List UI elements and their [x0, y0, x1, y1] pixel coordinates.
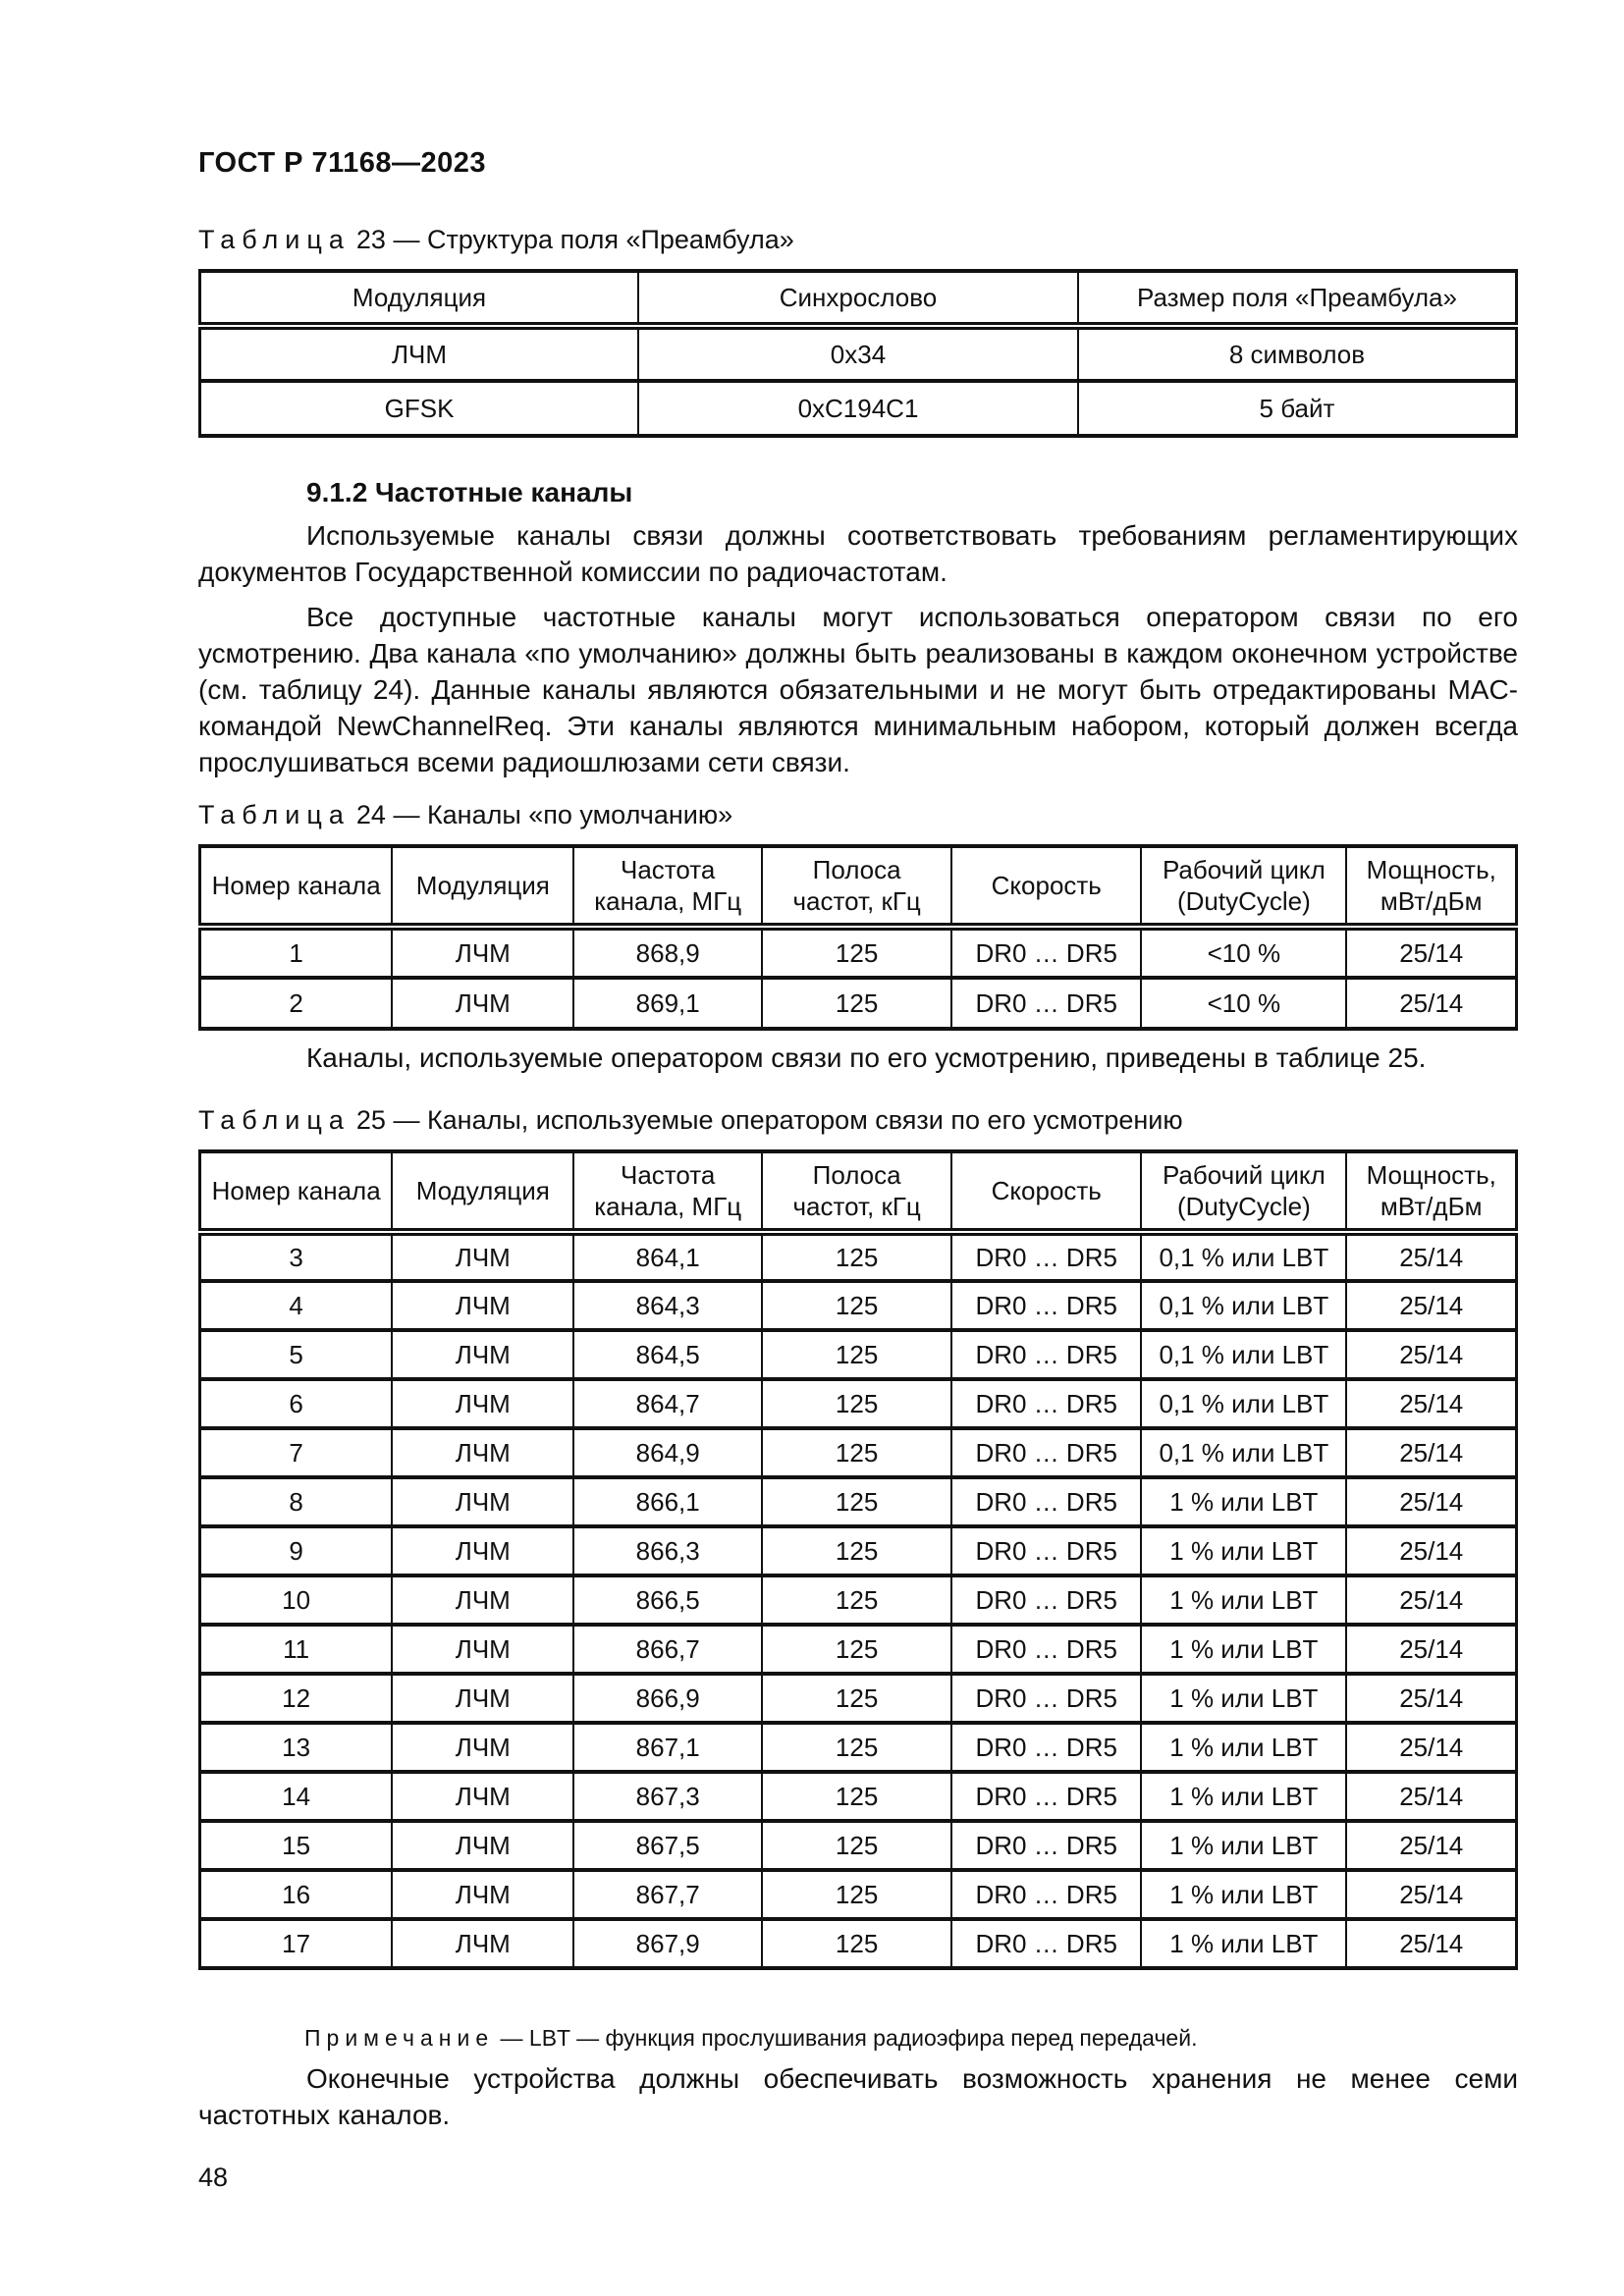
table-preamble-structure — [198, 269, 1518, 438]
table-cell: 125 — [762, 1772, 951, 1821]
table-cell: ЛЧМ — [200, 326, 639, 381]
table-row — [200, 1674, 1517, 1723]
table-cell: 25/14 — [1346, 1674, 1516, 1723]
table-cell: ЛЧМ — [392, 1281, 573, 1330]
table-cell: 867,7 — [573, 1870, 762, 1919]
column-header: Полоса частот, кГц — [762, 846, 951, 927]
caption-number: 24 — [355, 800, 386, 829]
table-cell: 125 — [762, 978, 951, 1029]
table-cell: <10 % — [1141, 927, 1346, 978]
table-row — [200, 1870, 1517, 1919]
table-cell: 125 — [762, 1281, 951, 1330]
table-cell: 1 % или LBT — [1141, 1919, 1346, 1968]
table-cell: 0,1 % или LBT — [1141, 1232, 1346, 1281]
table-cell: 25/14 — [1346, 1919, 1516, 1968]
table-cell: DR0 … DR5 — [951, 1379, 1141, 1428]
paragraph: Каналы, используемые оператором связи по его усмотрению, приведены в таблице 25. — [306, 1042, 1427, 1073]
table-cell: 7 — [200, 1428, 393, 1477]
table-cell: 8 — [200, 1477, 393, 1526]
table-row — [200, 1625, 1517, 1674]
table-cell: 11 — [200, 1625, 393, 1674]
caption-title: — Структура поля «Преамбула» — [393, 225, 794, 254]
table-row — [200, 1330, 1517, 1379]
caption-number: 25 — [355, 1105, 386, 1135]
table-cell: 1 % или LBT — [1141, 1821, 1346, 1870]
table-cell: ЛЧМ — [392, 1772, 573, 1821]
table-row — [200, 326, 1517, 381]
table-cell: 867,9 — [573, 1919, 762, 1968]
table-cell: 866,5 — [573, 1575, 762, 1625]
table-cell: 25/14 — [1346, 1428, 1516, 1477]
table-cell: 25/14 — [1346, 1821, 1516, 1870]
table-cell: 866,9 — [573, 1674, 762, 1723]
table-row — [200, 1379, 1517, 1428]
table-cell: 25/14 — [1346, 1723, 1516, 1772]
column-header: Синхрослово — [638, 271, 1078, 326]
table-cell: DR0 … DR5 — [951, 1575, 1141, 1625]
table-cell: 125 — [762, 1526, 951, 1575]
table-cell: 125 — [762, 1330, 951, 1379]
table-cell: ЛЧМ — [392, 1526, 573, 1575]
table-cell: 125 — [762, 1428, 951, 1477]
table-24-caption — [198, 800, 1518, 830]
table-cell: 25/14 — [1346, 1772, 1516, 1821]
table-cell: 25/14 — [1346, 978, 1516, 1029]
table-cell: DR0 … DR5 — [951, 1870, 1141, 1919]
caption-title: — Каналы «по умолчанию» — [393, 800, 733, 829]
paragraph: Все доступные частотные каналы могут использоваться оператором связи по его усмотрению. Два канала «по умолчанию» должны быть реализованы в каждом оконечном устройстве (см. таблицу 24). Данные каналы являются обязательными и не могут быть отредактированы MAC-командой NewChannelReq. Эти каналы являются минимальным набором, который должен всегда прослушиваться всеми радиошлюзами сети связи. — [198, 602, 1518, 777]
table-cell: DR0 … DR5 — [951, 1821, 1141, 1870]
table-cell: 8 символов — [1078, 326, 1517, 381]
table-cell: 1 % или LBT — [1141, 1723, 1346, 1772]
column-header: Скорость — [951, 1151, 1141, 1232]
table-cell: 125 — [762, 1919, 951, 1968]
table-cell: <10 % — [1141, 978, 1346, 1029]
table-cell: DR0 … DR5 — [951, 1674, 1141, 1723]
table-cell: ЛЧМ — [392, 1330, 573, 1379]
table-cell: 17 — [200, 1919, 393, 1968]
table-cell: 25/14 — [1346, 1477, 1516, 1526]
table-cell: 864,3 — [573, 1281, 762, 1330]
table-cell: 5 — [200, 1330, 393, 1379]
table-cell: 1 % или LBT — [1141, 1870, 1346, 1919]
table-cell: 125 — [762, 1477, 951, 1526]
caption-title: — Каналы, используемые оператором связи по его усмотрению — [393, 1105, 1183, 1135]
table-cell: 125 — [762, 1870, 951, 1919]
column-header: Номер канала — [200, 1151, 393, 1232]
table-cell: 125 — [762, 1821, 951, 1870]
column-header: Рабочий цикл (DutyCycle) — [1141, 846, 1346, 927]
table-cell: 25/14 — [1346, 1232, 1516, 1281]
table-cell: ЛЧМ — [392, 1821, 573, 1870]
table-cell: 869,1 — [573, 978, 762, 1029]
table-cell: 25/14 — [1346, 1625, 1516, 1674]
table-cell: 25/14 — [1346, 1330, 1516, 1379]
table-row — [200, 1723, 1517, 1772]
column-header: Рабочий цикл (DutyCycle) — [1141, 1151, 1346, 1232]
caption-number: 23 — [355, 225, 386, 254]
section-heading: 9.1.2 Частотные каналы — [306, 477, 633, 507]
table-header-row — [200, 846, 1517, 927]
table-cell: DR0 … DR5 — [951, 927, 1141, 978]
table-cell: 12 — [200, 1674, 393, 1723]
table-cell: ЛЧМ — [392, 1575, 573, 1625]
table-cell: 866,1 — [573, 1477, 762, 1526]
table-cell: 1 % или LBT — [1141, 1575, 1346, 1625]
table-cell: DR0 … DR5 — [951, 1477, 1141, 1526]
table-row — [200, 1232, 1517, 1281]
table-row — [200, 1575, 1517, 1625]
table-cell: 864,9 — [573, 1428, 762, 1477]
table-cell: 125 — [762, 1625, 951, 1674]
note-text: — LBT — функция прослушивания радиоэфира перед передачей. — [500, 2025, 1198, 2051]
table-default-channels — [198, 844, 1518, 1031]
table-cell: ЛЧМ — [392, 1674, 573, 1723]
table-cell: 125 — [762, 1575, 951, 1625]
table-cell: DR0 … DR5 — [951, 1526, 1141, 1575]
table-cell: DR0 … DR5 — [951, 1232, 1141, 1281]
table-cell: 25/14 — [1346, 1379, 1516, 1428]
table-cell: DR0 … DR5 — [951, 1772, 1141, 1821]
table-operator-channels — [198, 1149, 1518, 1970]
table-cell: 867,3 — [573, 1772, 762, 1821]
table-cell: 1 % или LBT — [1141, 1625, 1346, 1674]
table-row — [200, 927, 1517, 978]
table-cell: 25/14 — [1346, 1575, 1516, 1625]
table-cell: ЛЧМ — [392, 1477, 573, 1526]
table-cell: 25/14 — [1346, 927, 1516, 978]
column-header: Модуляция — [392, 846, 573, 927]
table-cell: ЛЧМ — [392, 1379, 573, 1428]
table-cell: 15 — [200, 1821, 393, 1870]
column-header: Мощность, мВт/дБм — [1346, 1151, 1516, 1232]
table-cell: DR0 … DR5 — [951, 1723, 1141, 1772]
table-cell: ЛЧМ — [392, 978, 573, 1029]
table-cell: 0xC194C1 — [638, 381, 1078, 436]
table-cell: DR0 … DR5 — [951, 978, 1141, 1029]
paragraph: Оконечные устройства должны обеспечивать возможность хранения не менее семи частотных каналов. — [198, 2063, 1518, 2130]
table-cell: ЛЧМ — [392, 1723, 573, 1772]
paragraph: Используемые каналы связи должны соответствовать требованиям регламентирующих документов Государственной комиссии по радиочастотам. — [198, 520, 1518, 587]
table-cell: 2 — [200, 978, 393, 1029]
table-row — [200, 1526, 1517, 1575]
table-23-caption — [198, 225, 1518, 255]
note-label: Примечание — [304, 2025, 495, 2051]
table-cell: ЛЧМ — [392, 927, 573, 978]
column-header: Полоса частот, кГц — [762, 1151, 951, 1232]
table-cell: 125 — [762, 1723, 951, 1772]
table-cell: DR0 … DR5 — [951, 1281, 1141, 1330]
table-cell: 1 % или LBT — [1141, 1526, 1346, 1575]
table-cell: DR0 … DR5 — [951, 1330, 1141, 1379]
column-header: Скорость — [951, 846, 1141, 927]
caption-word: Таблица — [198, 1105, 351, 1135]
table-row — [200, 1477, 1517, 1526]
table-row — [200, 978, 1517, 1029]
table-cell: 13 — [200, 1723, 393, 1772]
table-cell: ЛЧМ — [392, 1870, 573, 1919]
table-cell: 867,5 — [573, 1821, 762, 1870]
table-cell: 868,9 — [573, 927, 762, 978]
column-header: Мощность, мВт/дБм — [1346, 846, 1516, 927]
table-cell: ЛЧМ — [392, 1428, 573, 1477]
table-cell: 5 байт — [1078, 381, 1517, 436]
table-cell: 125 — [762, 1379, 951, 1428]
table-cell: 4 — [200, 1281, 393, 1330]
table-cell: 125 — [762, 1674, 951, 1723]
table-cell: 1 % или LBT — [1141, 1674, 1346, 1723]
table-cell: 0x34 — [638, 326, 1078, 381]
table-row — [200, 1772, 1517, 1821]
table-cell: GFSK — [200, 381, 639, 436]
table-cell: 1 % или LBT — [1141, 1477, 1346, 1526]
column-header: Номер канала — [200, 846, 393, 927]
table-row — [200, 381, 1517, 436]
column-header: Частота канала, МГц — [573, 1151, 762, 1232]
table-cell: 0,1 % или LBT — [1141, 1428, 1346, 1477]
table-25-caption — [198, 1105, 1518, 1136]
table-cell: 1 — [200, 927, 393, 978]
table-cell: DR0 … DR5 — [951, 1919, 1141, 1968]
table-cell: 866,7 — [573, 1625, 762, 1674]
table-cell: DR0 … DR5 — [951, 1625, 1141, 1674]
caption-word: Таблица — [198, 225, 351, 254]
table-cell: 25/14 — [1346, 1281, 1516, 1330]
table-cell: 125 — [762, 927, 951, 978]
table-cell: 867,1 — [573, 1723, 762, 1772]
table-row — [200, 1281, 1517, 1330]
table-cell: 6 — [200, 1379, 393, 1428]
table-row — [200, 1821, 1517, 1870]
table-cell: 9 — [200, 1526, 393, 1575]
table-cell: DR0 … DR5 — [951, 1428, 1141, 1477]
page-number: 48 — [198, 2163, 229, 2192]
table-cell: ЛЧМ — [392, 1625, 573, 1674]
column-header: Модуляция — [392, 1151, 573, 1232]
table-cell: 864,7 — [573, 1379, 762, 1428]
table-cell: 0,1 % или LBT — [1141, 1281, 1346, 1330]
table-cell: 14 — [200, 1772, 393, 1821]
table-cell: 864,1 — [573, 1232, 762, 1281]
note — [198, 2025, 1518, 2052]
table-cell: 0,1 % или LBT — [1141, 1379, 1346, 1428]
table-cell: 864,5 — [573, 1330, 762, 1379]
table-cell: ЛЧМ — [392, 1232, 573, 1281]
table-header-row — [200, 271, 1517, 326]
table-cell: 25/14 — [1346, 1870, 1516, 1919]
table-cell: ЛЧМ — [392, 1919, 573, 1968]
column-header: Частота канала, МГц — [573, 846, 762, 927]
table-cell: 10 — [200, 1575, 393, 1625]
column-header: Размер поля «Преамбула» — [1078, 271, 1517, 326]
table-cell: 1 % или LBT — [1141, 1772, 1346, 1821]
table-cell: 25/14 — [1346, 1526, 1516, 1575]
table-header-row — [200, 1151, 1517, 1232]
column-header: Модуляция — [200, 271, 639, 326]
table-cell: 866,3 — [573, 1526, 762, 1575]
table-row — [200, 1919, 1517, 1968]
table-row — [200, 1428, 1517, 1477]
document-title: ГОСТ Р 71168—2023 — [198, 147, 487, 179]
caption-word: Таблица — [198, 800, 351, 829]
table-cell: 0,1 % или LBT — [1141, 1330, 1346, 1379]
table-cell: 3 — [200, 1232, 393, 1281]
table-cell: 16 — [200, 1870, 393, 1919]
table-cell: 125 — [762, 1232, 951, 1281]
